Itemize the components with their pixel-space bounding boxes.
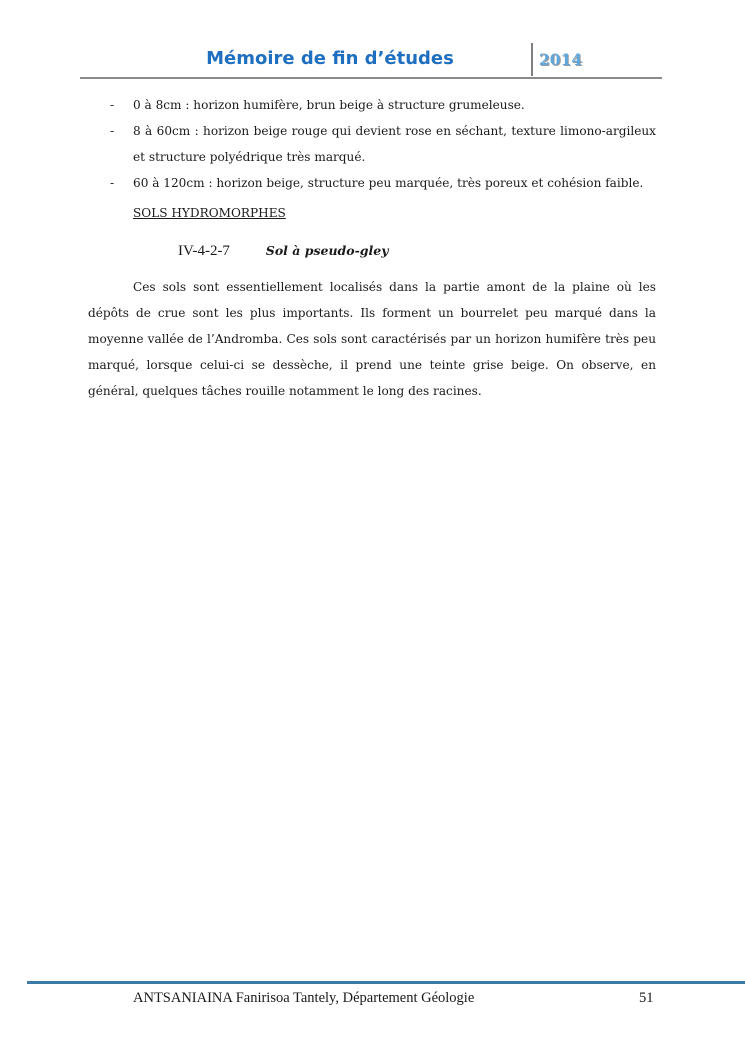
list-item-text: 0 à 8cm : horizon humifère, brun beige à structure grumeleuse.: [133, 98, 525, 112]
list-item: [88, 170, 656, 196]
header-divider: [531, 43, 533, 76]
footer-rule: [27, 981, 745, 984]
header-rule: [80, 77, 662, 79]
bullet-marker: -: [110, 176, 115, 190]
subtitle-sols-hydromorphes: SOLS HYDROMORPHES: [133, 206, 286, 220]
list-item: [88, 118, 656, 170]
bullet-marker: -: [110, 124, 115, 138]
header-year: 2014: [539, 50, 583, 69]
footer-author: ANTSANIAINA Fanirisoa Tantely, Département Géologie: [133, 990, 475, 1006]
section-heading: [88, 238, 656, 264]
body-paragraph: Ces sols sont essentiellement localisés dans la partie amont de la plaine où les dépôts de crue sont les plus importants. Ils forment un bourrelet peu marqué dans la moyenne vallée de l’Andromba. Ces sols sont caractérisés par un horizon humifère très peu marqué, lorsque celui-ci se dessèche, il prend une teinte grise beige. On observe, en général, quelques tâches rouille notamment le long des racines.: [88, 280, 656, 398]
header-title: Mémoire de fin d’études: [206, 48, 454, 69]
section-number: IV-4-2-7: [178, 243, 230, 259]
bullet-marker: -: [110, 98, 115, 112]
list-item-text: 60 à 120cm : horizon beige, structure peu marquée, très poreux et cohésion faible.: [133, 176, 644, 190]
section-title: Sol à pseudo-gley: [265, 243, 389, 258]
page-content: [88, 92, 656, 404]
list-item: [88, 92, 656, 118]
list-item-text: 8 à 60cm : horizon beige rouge qui devient rose en séchant, texture limono-argileux et structure polyédrique très marqué.: [133, 124, 656, 164]
page-number: 51: [639, 990, 654, 1006]
